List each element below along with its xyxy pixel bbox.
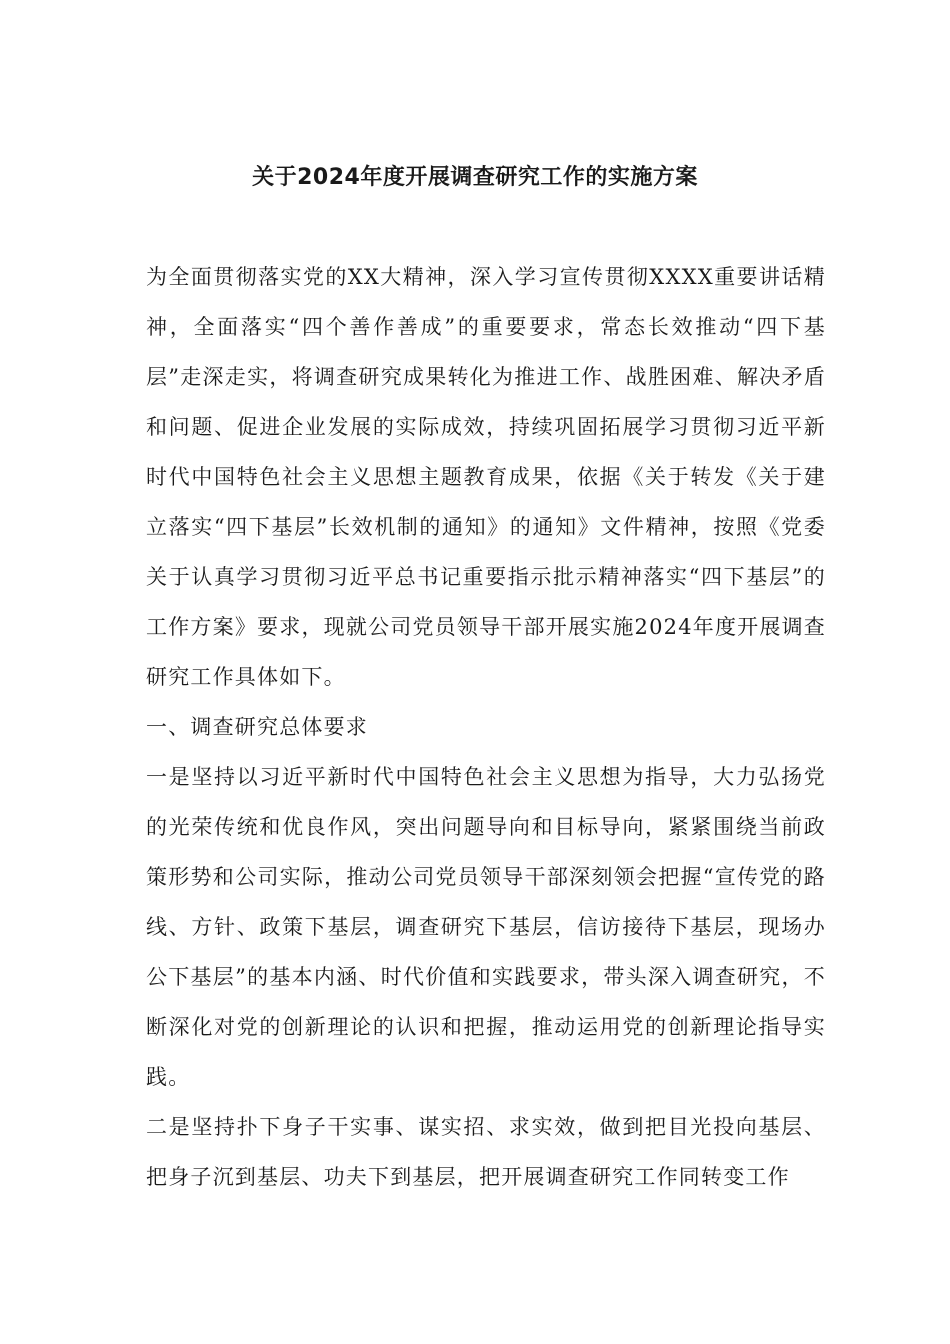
document-body <box>146 252 826 1202</box>
document-title: 关于2024年度开展调查研究工作的实施方案 <box>252 165 698 190</box>
section-heading-1: 一、调查研究总体要求 <box>146 715 368 739</box>
requirement-paragraph-1: 一是坚持以习近平新时代中国特色社会主义思想为指导，大力弘扬党的光荣传统和优良作风，突出问题导向和目标导向，紧紧围绕当前政策形势和公司实际，推动公司党员领导干部深刻领会把握“宣传党的路线、方针、政策下基层，调查研究下基层，信访接待下基层，现场办公下基层”的基本内涵、时代价值和实践要求，带头深入调查研究，不断深化对党的创新理论的认识和把握，推动运用党的创新理论指导实践。 <box>146 765 826 1089</box>
requirement-paragraph-2: 二是坚持扑下身子干实事、谋实招、求实效，做到把目光投向基层、把身子沉到基层、功夫下到基层，把开展调查研究工作同转变工作 <box>146 1115 826 1189</box>
intro-paragraph: 为全面贯彻落实党的XX大精神，深入学习宣传贯彻XXXX重要讲话精神，全面落实“四个善作善成”的重要要求，常态长效推动“四下基层”走深走实，将调查研究成果转化为推进工作、战胜困难、解决矛盾和问题、促进企业发展的实际成效，持续巩固拓展学习贯彻习近平新时代中国特色社会主义思想主题教育成果，依据《关于转发《关于建立落实“四下基层”长效机制的通知》的通知》文件精神，按照《党委关于认真学习贯彻习近平总书记重要指示批示精神落实“四下基层”的工作方案》要求，现就公司党员领导干部开展实施2024年度开展调查研究工作具体如下。 <box>146 265 826 689</box>
